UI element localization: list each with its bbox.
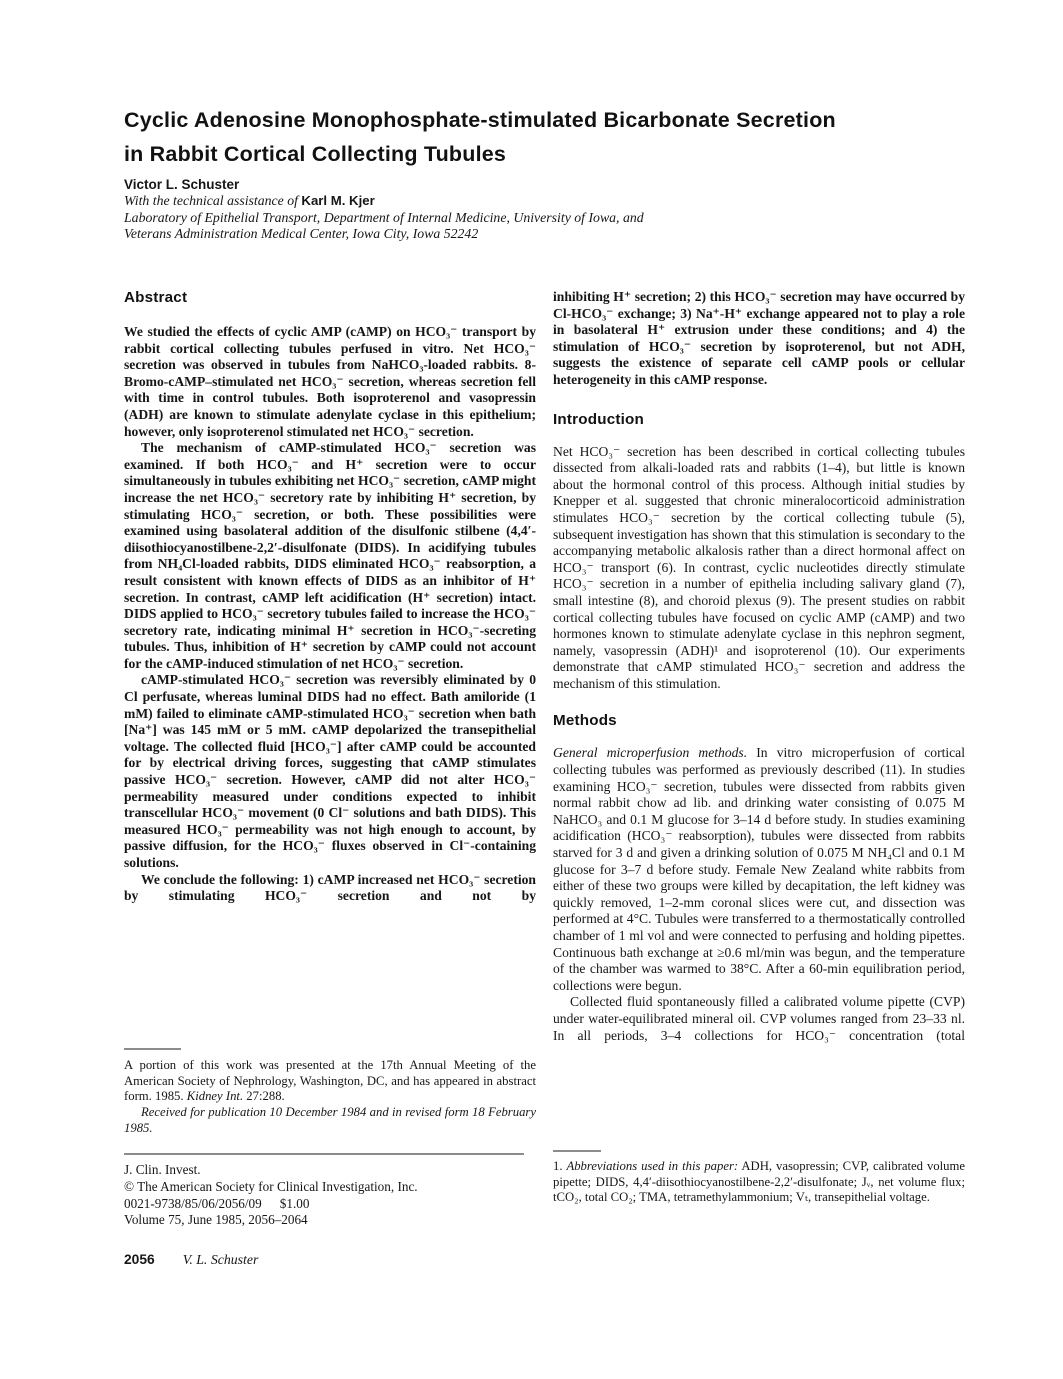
left-column [124,289,536,1049]
journal-info-block [124,1153,536,1229]
introduction-paragraph: Net HCO₃⁻ secretion has been described in cortical collecting tubules dissected from alkali-loaded rats and rabbits (1–4), but little is known about the hormonal control of this process. Although initial studies by Knepper et al. suggested that chronic mineralocorticoid administration stimulates HCO₃⁻ secretion by the cortical collecting tubule (5), subsequent investigation has shown that this stimulation is secondary to the accompanying metabolic alkalosis rather than a direct hormonal affect on HCO₃⁻ transport (6). In contrast, cyclic nucleotides directly stimulate HCO₃⁻ secretion in a number of epithelia including salivary gland (7), small intestine (8), and choroid plexus (9). The present studies on rabbit cortical collecting tubules have focused on cyclic AMP (cAMP) and two hormones known to stimulate adenylate cyclase in this nephron segment, namely, vasopressin (ADH)¹ and isoproterenol (10). Our experiments demonstrate that cAMP stimulated HCO₃⁻ secretion and address the mechanism of this stimulation. [553,443,965,691]
issn-price-line [124,1196,536,1213]
abstract-heading: Abstract [124,289,188,306]
footnote-separator-right [553,1150,601,1152]
page-number: 2056 [124,1252,155,1267]
presented-note-text: A portion of this work was presented at the 17th Annual Meeting of the American Society of Nephrology, Washington, DC, and has appeared in abstract form. 1985. [124,1058,536,1104]
article-title-line2: in Rabbit Cortical Collecting Tubules [124,142,507,166]
abbreviations-number: 1. [553,1159,567,1173]
methods-paragraph-2: Collected fluid spontaneously filled a calibrated volume pipette (CVP) under water-equilibrated mineral oil. CVP volumes ranged from 23–33 nl. In all periods, 3–4 collections for HCO₃⁻ concentration (total [553,994,965,1043]
methods-paragraph-1-text: In vitro microperfusion of cortical collecting tubules was performed as previously described (11). In studies examining HCO₃⁻ secretion, tubules were dissected from rabbits given normal rabbit chow ad lib. and drinking water consisting of 0.075 M NaHCO₃ and 0.1 M glucose for 3–14 d before study. In studies examining acidification (HCO₃⁻ reabsorption), tubules were dissected from rabbits starved for 3 d and given a drinking solution of 0.075 M NH₄Cl and 0.1 M glucose for 3–7 d before study. Female New Zealand white rabbits from either of these two groups were killed by decapitation, the left kidney was quickly removed, 1–2-mm coronal slices were cut, and dissection was performed at 4°C. Tubules were transferred to a thermostatically controlled chamber of 1 ml vol and were connected to perfusing and holding pipettes. Continuous bath exchange at ≥0.6 ml/min was begun, and the temperature of the chamber was warmed to 38°C. After a 60-min equilibration period, collections were begun. [553,745,965,993]
assistance-line [124,193,969,210]
methods-lead-in: General microperfusion methods. [553,745,748,761]
journal-info-separator [124,1153,524,1155]
abbreviations-label: Abbreviations used in this paper: [566,1159,739,1173]
presented-note [124,1058,536,1105]
copyright-line: © The American Society for Clinical Investigation, Inc. [124,1178,418,1194]
received-note: Received for publication 10 December 1984 and in revised form 18 February 1985. [124,1105,536,1135]
abstract-paragraph-4-continued: inhibiting H⁺ secretion; 2) this HCO₃⁻ secretion may have occurred by Cl-HCO₃⁻ exchange; 3) Na⁺-H⁺ exchange appeared not to play a role in basolateral H⁺ extrusion under these conditions; and 4) the stimulation of HCO₃⁻ secretion by isoproterenol, but not ADH, suggests the existence of separate cell cAMP pools or cellular heterogeneity in this cAMP response. [553,289,965,387]
issn-code: 0021-9738/85/06/2056/09 [124,1195,262,1211]
abbreviations-footnote-block [553,1150,965,1206]
page-footer [124,1251,258,1269]
footnote-separator-left [124,1048,181,1050]
price: $1.00 [279,1195,310,1211]
right-column [553,289,965,1155]
article-header [124,103,969,243]
methods-paragraph-1 [553,745,965,994]
abstract-paragraph-2: The mechanism of cAMP-stimulated HCO₃⁻ secretion was examined. If both HCO₃⁻ and H⁺ secretion were to occur simultaneously in tubules exhibiting net HCO₃⁻ secretion, cAMP might increase the net HCO₃⁻ secretory rate by inhibiting H⁺ secretion, by stimulating HCO₃⁻ secretion, or both. These possibilities were examined using basolateral addition of the disulfonic stilbene (4,4′-diisothiocyanostilbene-2,2′-disulfonate (DIDS). In acidifying tubules from NH₄Cl-loaded rabbits, DIDS eliminated HCO₃⁻ reabsorption, a result consistent with known effects of DIDS as an inhibitor of H⁺ secretion. In contrast, cAMP left acidification (H⁺ secretion) intact. DIDS applied to HCO₃⁻ secretory tubules failed to increase the HCO₃⁻ secretory rate, indicating minimal H⁺ secretion in HCO₃⁻-secreting tubules. Thus, inhibition of H⁺ secretion by cAMP could not account for the cAMP-induced stimulation of net HCO₃⁻ secretion. [124,440,536,671]
introduction-heading: Introduction [553,410,644,428]
abbreviations-note [553,1159,965,1206]
author-name: Victor L. Schuster [124,177,240,192]
abstract-paragraph-1: We studied the effects of cyclic AMP (cAMP) on HCO₃⁻ transport by rabbit cortical collecting tubules perfused in vitro. Net HCO₃⁻ secretion was observed in tubules from NaHCO₃-loaded rabbits. 8-Bromo-cAMP–stimulated net HCO₃⁻ secretion, whereas secretion fell with time in control tubules. Both isoproterenol and vasopressin (ADH) are known to stimulate adenylate cyclase in this epithelium; however, only isoproterenol stimulated net HCO₃⁻ secretion. [124,324,536,439]
abstract-paragraph-4: We conclude the following: 1) cAMP increased net HCO₃⁻ secretion by stimulating HCO₃⁻ secretion and not by [124,871,536,904]
affiliation-line2: Veterans Administration Medical Center, Iowa City, Iowa 52242 [124,226,479,241]
abstract-paragraph-3: cAMP-stimulated HCO₃⁻ secretion was reversibly eliminated by 0 Cl perfusate, whereas luminal DIDS had no effect. Bath amiloride (1 mM) failed to eliminate cAMP-stimulated HCO₃⁻ secretion when bath [Na⁺] was 145 mM or 5 mM. cAMP depolarized the transepithelial voltage. The collected fluid [HCO₃⁻] after cAMP could be accounted for by electrical driving forces, suggesting that cAMP stimulates passive HCO₃⁻ secretion. However, cAMP did not alter HCO₃⁻ permeability measured under conditions expected to inhibit transcellular HCO₃⁻ movement (0 Cl⁻ solutions and bath DIDS). This measured HCO₃⁻ permeability was not high enough to account, by passive diffusion, for the HCO₃⁻ fluxes observed in Cl⁻-containing solutions. [124,672,536,870]
article-title [124,103,969,171]
assistance-name: Karl M. Kjer [301,193,375,208]
running-author: V. L. Schuster [182,1252,259,1267]
abbreviations-text: ADH, vasopressin; CVP, calibrated volume pipette; DIDS, 4,4′-diisothiocyanostilbene-2,2′-disulfonate; Jᵥ, net volume flux; tCO₂, total CO₂; TMA, tetramethylammonium; Vₜ, transepithelial voltage. [553,1159,966,1205]
affiliation-line1: Laboratory of Epithelial Transport, Department of Internal Medicine, University of Iowa, and [124,209,644,225]
left-footnote-block [124,1048,536,1137]
journal-name: J. Clin. Invest. [124,1162,201,1177]
cited-journal-pages: 27:288. [243,1089,285,1104]
assistance-prefix: With the technical assistance of [124,193,302,208]
volume-line: Volume 75, June 1985, 2056–2064 [124,1212,308,1228]
cited-journal-title: Kidney Int. [186,1089,244,1104]
article-title-line1: Cyclic Adenosine Monophosphate-stimulated Bicarbonate Secretion [124,108,836,132]
methods-heading: Methods [553,712,617,730]
